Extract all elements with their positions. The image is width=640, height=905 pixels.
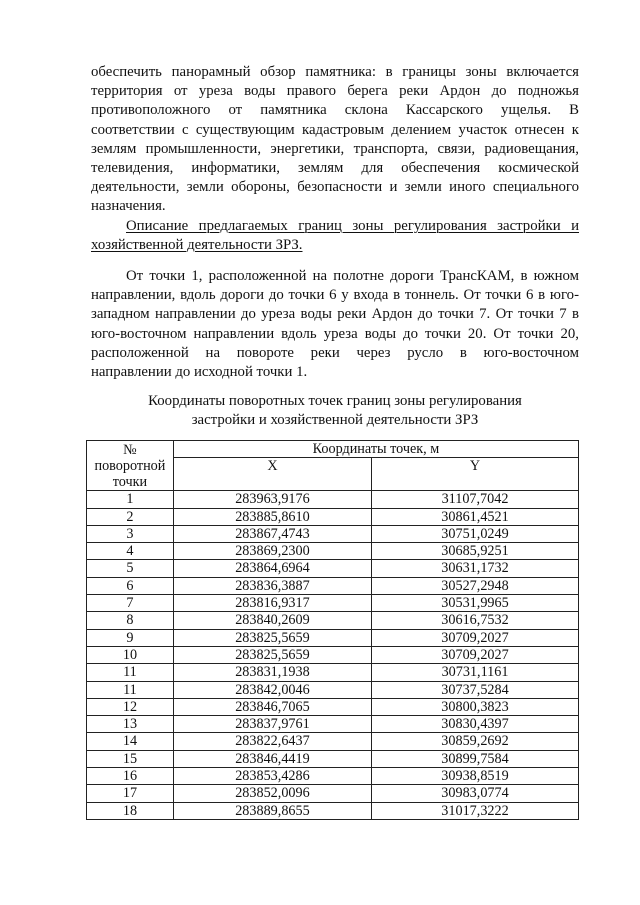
text-line: направлении, вдоль дороги до точки 6 у входа в тоннель. От точки 6 в юго- [91, 287, 579, 304]
point-number-cell: 7 [87, 595, 174, 612]
text-line: телевидения, информатики, землям для обеспечения космической [91, 160, 579, 177]
text-line: юго-восточном направлении вдоль уреза воды до точки 20. От точки 20, [91, 325, 579, 342]
paragraph-boundary-route [91, 267, 579, 382]
x-coordinate-cell: 283864,6964 [173, 560, 371, 577]
table-row [87, 543, 579, 560]
point-number-cell: 10 [87, 646, 174, 663]
y-coordinate-cell: 30830,4397 [372, 716, 579, 733]
caption-line: застройки и хозяйственной деятельности ЗРЗ [191, 412, 479, 428]
text-line: землям промышленности, энергетики, транспорта, связи, радиовещания, [91, 140, 579, 157]
point-number-cell: 2 [87, 508, 174, 525]
point-number-cell: 12 [87, 698, 174, 715]
text-line: территория от уреза воды правого берега реки Ардон до подножья [91, 83, 579, 100]
text-line: западном направлении до уреза воды реки Ардон до точки 7. От точки 7 в [91, 306, 579, 323]
table-row [87, 750, 579, 767]
y-coordinate-cell: 30800,3823 [372, 698, 579, 715]
x-coordinate-cell: 283825,5659 [173, 646, 371, 663]
x-coordinate-cell: 283840,2609 [173, 612, 371, 629]
point-number-cell: 8 [87, 612, 174, 629]
y-coordinate-cell: 30685,9251 [372, 543, 579, 560]
y-coordinate-cell: 30531,9965 [372, 595, 579, 612]
coordinates-table [86, 440, 579, 820]
x-coordinate-cell: 283831,1938 [173, 664, 371, 681]
point-number-cell: 17 [87, 785, 174, 802]
y-coordinate-cell: 30709,2027 [372, 646, 579, 663]
table-row [87, 629, 579, 646]
header-line: № [123, 441, 137, 458]
table-row [87, 664, 579, 681]
point-number-cell: 18 [87, 802, 174, 819]
y-coordinate-cell: 30859,2692 [372, 733, 579, 750]
point-number-cell: 6 [87, 577, 174, 594]
table-row [87, 802, 579, 819]
text-line: обеспечить панорамный обзор памятника: в границы зоны включается [91, 64, 579, 80]
header-line: поворотной [94, 457, 166, 474]
text-line: направлении до исходной точки 1. [91, 364, 308, 381]
x-coordinate-cell: 283846,7065 [173, 698, 371, 715]
x-coordinate-cell: 283822,6437 [173, 733, 371, 750]
x-coordinate-cell: 283842,0046 [173, 681, 371, 698]
table-row [87, 646, 579, 663]
table-row [87, 560, 579, 577]
header-line: точки [112, 473, 148, 490]
x-coordinate-cell: 283963,9176 [173, 491, 371, 508]
header-y: Y [372, 458, 579, 491]
header-point-number [87, 441, 174, 491]
point-number-cell: 14 [87, 733, 174, 750]
table-header-row [87, 441, 579, 458]
table-row [87, 768, 579, 785]
table-row [87, 491, 579, 508]
heading-line: Описание предлагаемых границ зоны регулирования застройки и [126, 218, 579, 234]
y-coordinate-cell: 30731,1161 [372, 664, 579, 681]
point-number-cell: 9 [87, 629, 174, 646]
header-x: X [173, 458, 371, 491]
x-coordinate-cell: 283836,3887 [173, 577, 371, 594]
text-line: соответствии с существующим кадастровым делением участок отнесен к [91, 121, 579, 138]
point-number-cell: 15 [87, 750, 174, 767]
table-row [87, 595, 579, 612]
section-heading [91, 217, 579, 255]
y-coordinate-cell: 30938,8519 [372, 768, 579, 785]
table-row [87, 508, 579, 525]
x-coordinate-cell: 283837,9761 [173, 716, 371, 733]
y-coordinate-cell: 30983,0774 [372, 785, 579, 802]
point-number-cell: 16 [87, 768, 174, 785]
point-number-cell: 11 [87, 681, 174, 698]
point-number-cell: 4 [87, 543, 174, 560]
x-coordinate-cell: 283846,4419 [173, 750, 371, 767]
text-line: От точки 1, расположенной на полотне дороги ТрансКАМ, в южном [126, 268, 579, 284]
x-coordinate-cell: 283825,5659 [173, 629, 371, 646]
table-row [87, 577, 579, 594]
point-number-cell: 11 [87, 664, 174, 681]
table-body [87, 491, 579, 820]
y-coordinate-cell: 30527,2948 [372, 577, 579, 594]
y-coordinate-cell: 30616,7532 [372, 612, 579, 629]
x-coordinate-cell: 283852,0096 [173, 785, 371, 802]
text-line: деятельности, земли обороны, безопасности и земли иного специального [91, 179, 579, 196]
x-coordinate-cell: 283853,4286 [173, 768, 371, 785]
y-coordinate-cell: 30737,5284 [372, 681, 579, 698]
table-row [87, 785, 579, 802]
table-row [87, 612, 579, 629]
table-row [87, 733, 579, 750]
paragraph-zone-description [91, 63, 579, 217]
table-row [87, 525, 579, 542]
table-row [87, 716, 579, 733]
caption-line: Координаты поворотных точек границ зоны регулирования [148, 393, 522, 409]
x-coordinate-cell: 283885,8610 [173, 508, 371, 525]
table-row [87, 681, 579, 698]
x-coordinate-cell: 283867,4743 [173, 525, 371, 542]
heading-line: хозяйственной деятельности ЗРЗ. [91, 237, 303, 254]
x-coordinate-cell: 283816,9317 [173, 595, 371, 612]
point-number-cell: 13 [87, 716, 174, 733]
x-coordinate-cell: 283869,2300 [173, 543, 371, 560]
y-coordinate-cell: 30631,1732 [372, 560, 579, 577]
point-number-cell: 1 [87, 491, 174, 508]
x-coordinate-cell: 283889,8655 [173, 802, 371, 819]
table-row [87, 698, 579, 715]
y-coordinate-cell: 31017,3222 [372, 802, 579, 819]
header-coordinates: Координаты точек, м [173, 441, 578, 458]
table-caption [91, 392, 579, 430]
point-number-cell: 5 [87, 560, 174, 577]
text-line: расположенной на повороте реки через русло в юго-восточном [91, 344, 579, 361]
text-line: назначения. [91, 198, 166, 215]
y-coordinate-cell: 30751,0249 [372, 525, 579, 542]
text-line: противоположного от памятника склона Кассарского ущелья. В [91, 102, 579, 119]
point-number-cell: 3 [87, 525, 174, 542]
y-coordinate-cell: 30899,7584 [372, 750, 579, 767]
y-coordinate-cell: 30709,2027 [372, 629, 579, 646]
y-coordinate-cell: 31107,7042 [372, 491, 579, 508]
y-coordinate-cell: 30861,4521 [372, 508, 579, 525]
